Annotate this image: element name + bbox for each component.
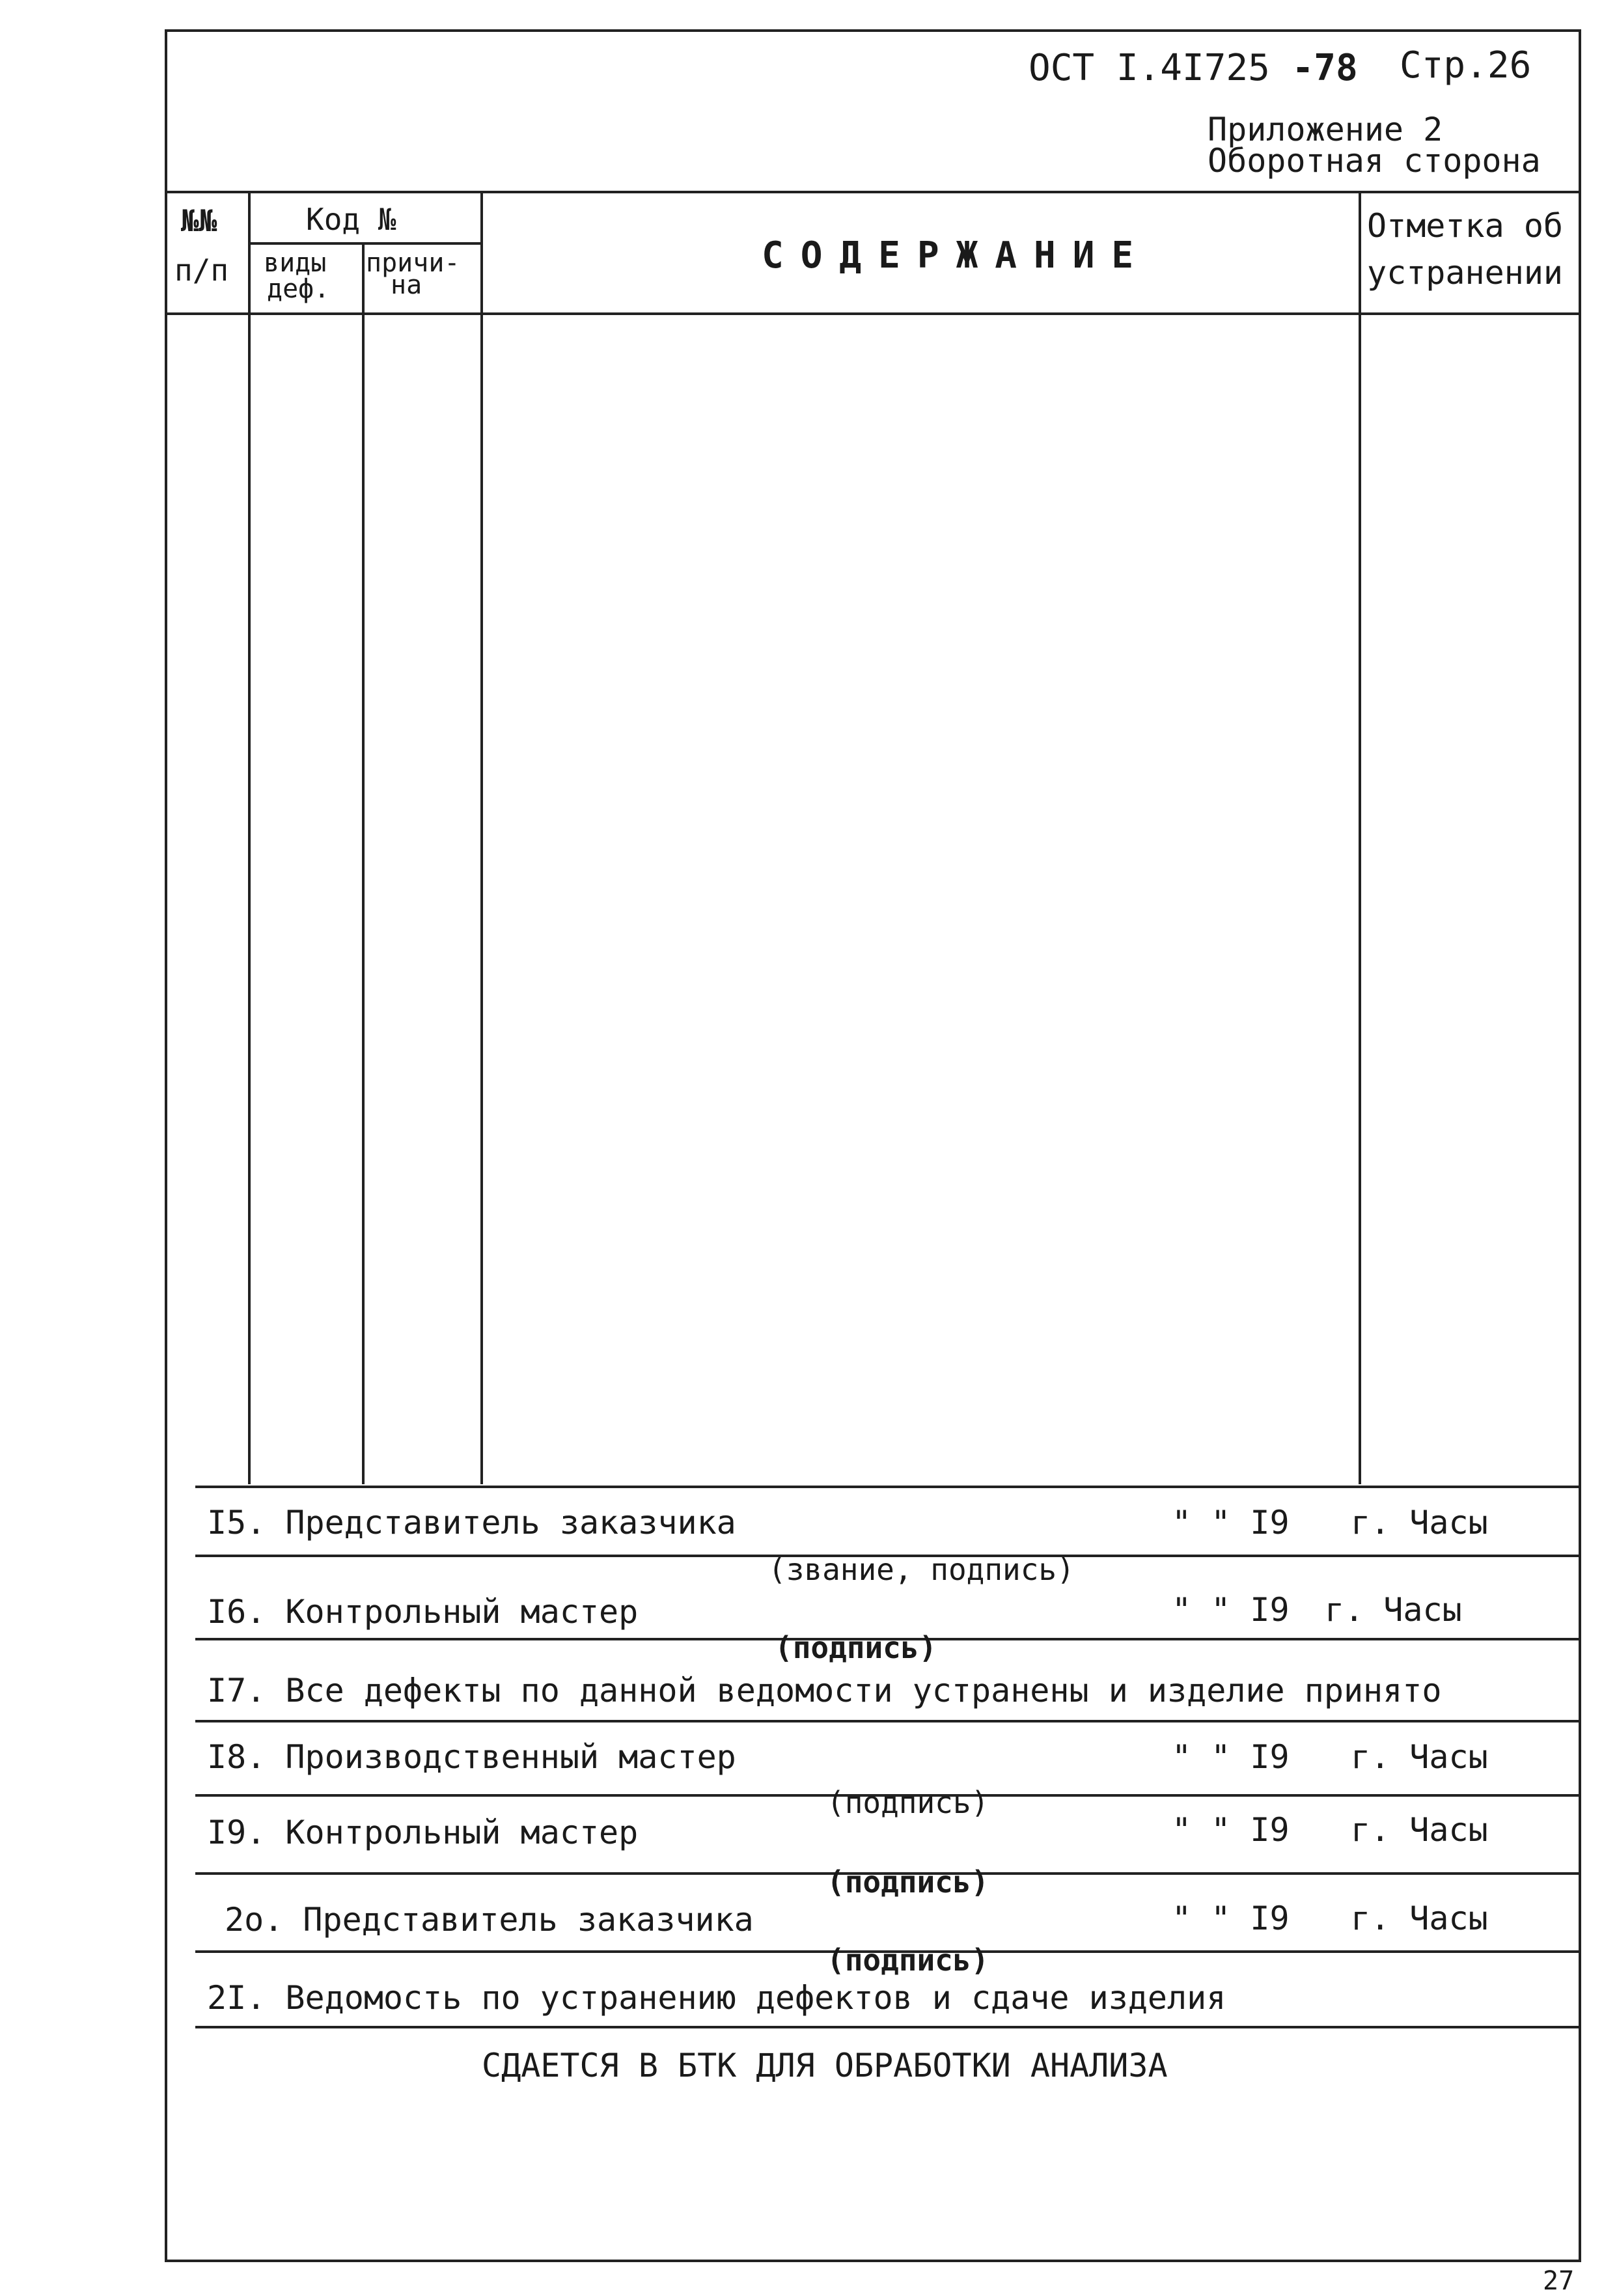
column-divider-kind bbox=[362, 242, 365, 1484]
row-18-caption: (подпись) bbox=[827, 1785, 989, 1820]
row-18-time: г. Часы bbox=[1351, 1738, 1488, 1776]
row-16-date: " " I9 bbox=[1172, 1591, 1290, 1629]
appendix-label: Приложение 2 bbox=[1208, 111, 1443, 148]
section-line-8 bbox=[195, 2026, 1581, 2028]
row-20-label: 2о. Представитель заказчика bbox=[225, 1901, 754, 1939]
code-header: Код № bbox=[306, 202, 396, 237]
content-header: СОДЕРЖАНИЕ bbox=[762, 234, 1151, 277]
column-divider-cause bbox=[480, 191, 483, 1484]
section-line-4 bbox=[195, 1720, 1581, 1722]
footer-note: СДАЕТСЯ В БТК ДЛЯ ОБРАБОТКИ АНАЛИЗА bbox=[482, 2047, 1168, 2084]
row-20-date: " " I9 bbox=[1172, 1900, 1290, 1937]
table-header-line bbox=[165, 312, 1581, 315]
row-21-label: 2I. Ведомость по устранению дефектов и сдаче изделия bbox=[207, 1979, 1226, 2017]
num-header-line1: №№ bbox=[181, 203, 217, 238]
code-kind-line1: виды bbox=[264, 248, 327, 278]
row-19-caption: (подпись) bbox=[827, 1864, 989, 1900]
row-20-caption: (подпись) bbox=[827, 1943, 989, 1978]
row-15-caption: (звание, подпись) bbox=[768, 1552, 1075, 1587]
table-top-line bbox=[165, 191, 1581, 193]
standard-year: -78 bbox=[1292, 47, 1358, 89]
row-15-time: г. Часы bbox=[1351, 1504, 1488, 1542]
row-16-time: г. Часы bbox=[1325, 1591, 1462, 1629]
row-20-time: г. Часы bbox=[1351, 1900, 1488, 1937]
mark-header-line1: Отметка об bbox=[1367, 207, 1564, 245]
page-label: Стр.26 bbox=[1400, 44, 1532, 87]
mark-header-line2: устранении bbox=[1367, 254, 1564, 292]
side-label: Оборотная сторона bbox=[1208, 142, 1541, 180]
column-divider-content bbox=[1359, 191, 1361, 1484]
column-divider-num bbox=[248, 191, 251, 1484]
code-cause-line1: причи- bbox=[366, 248, 460, 278]
row-19-time: г. Часы bbox=[1351, 1811, 1488, 1849]
row-16-caption: (подпись) bbox=[775, 1630, 937, 1665]
row-16-label: I6. Контрольный мастер bbox=[207, 1593, 639, 1631]
row-15-date: " " I9 bbox=[1172, 1504, 1290, 1542]
code-kind-line2: деф. bbox=[267, 274, 330, 304]
page-number: 27 bbox=[1543, 2266, 1575, 2296]
row-18-label: I8. Производственный мастер bbox=[207, 1738, 736, 1776]
row-18-date: " " I9 bbox=[1172, 1738, 1290, 1776]
section-line-1 bbox=[195, 1486, 1581, 1488]
row-15-label: I5. Представитель заказчика bbox=[207, 1504, 736, 1542]
row-17-label: I7. Все дефекты по данной ведомости устранены и изделие принято bbox=[207, 1672, 1442, 1709]
standard-number bbox=[1029, 47, 1358, 89]
num-header-line2: п/п bbox=[174, 253, 229, 288]
row-19-label: I9. Контрольный мастер bbox=[207, 1814, 639, 1851]
row-19-date: " " I9 bbox=[1172, 1811, 1290, 1849]
standard-code: ОСТ I.4I725 bbox=[1029, 47, 1270, 89]
code-cause-line2: на bbox=[391, 270, 422, 300]
